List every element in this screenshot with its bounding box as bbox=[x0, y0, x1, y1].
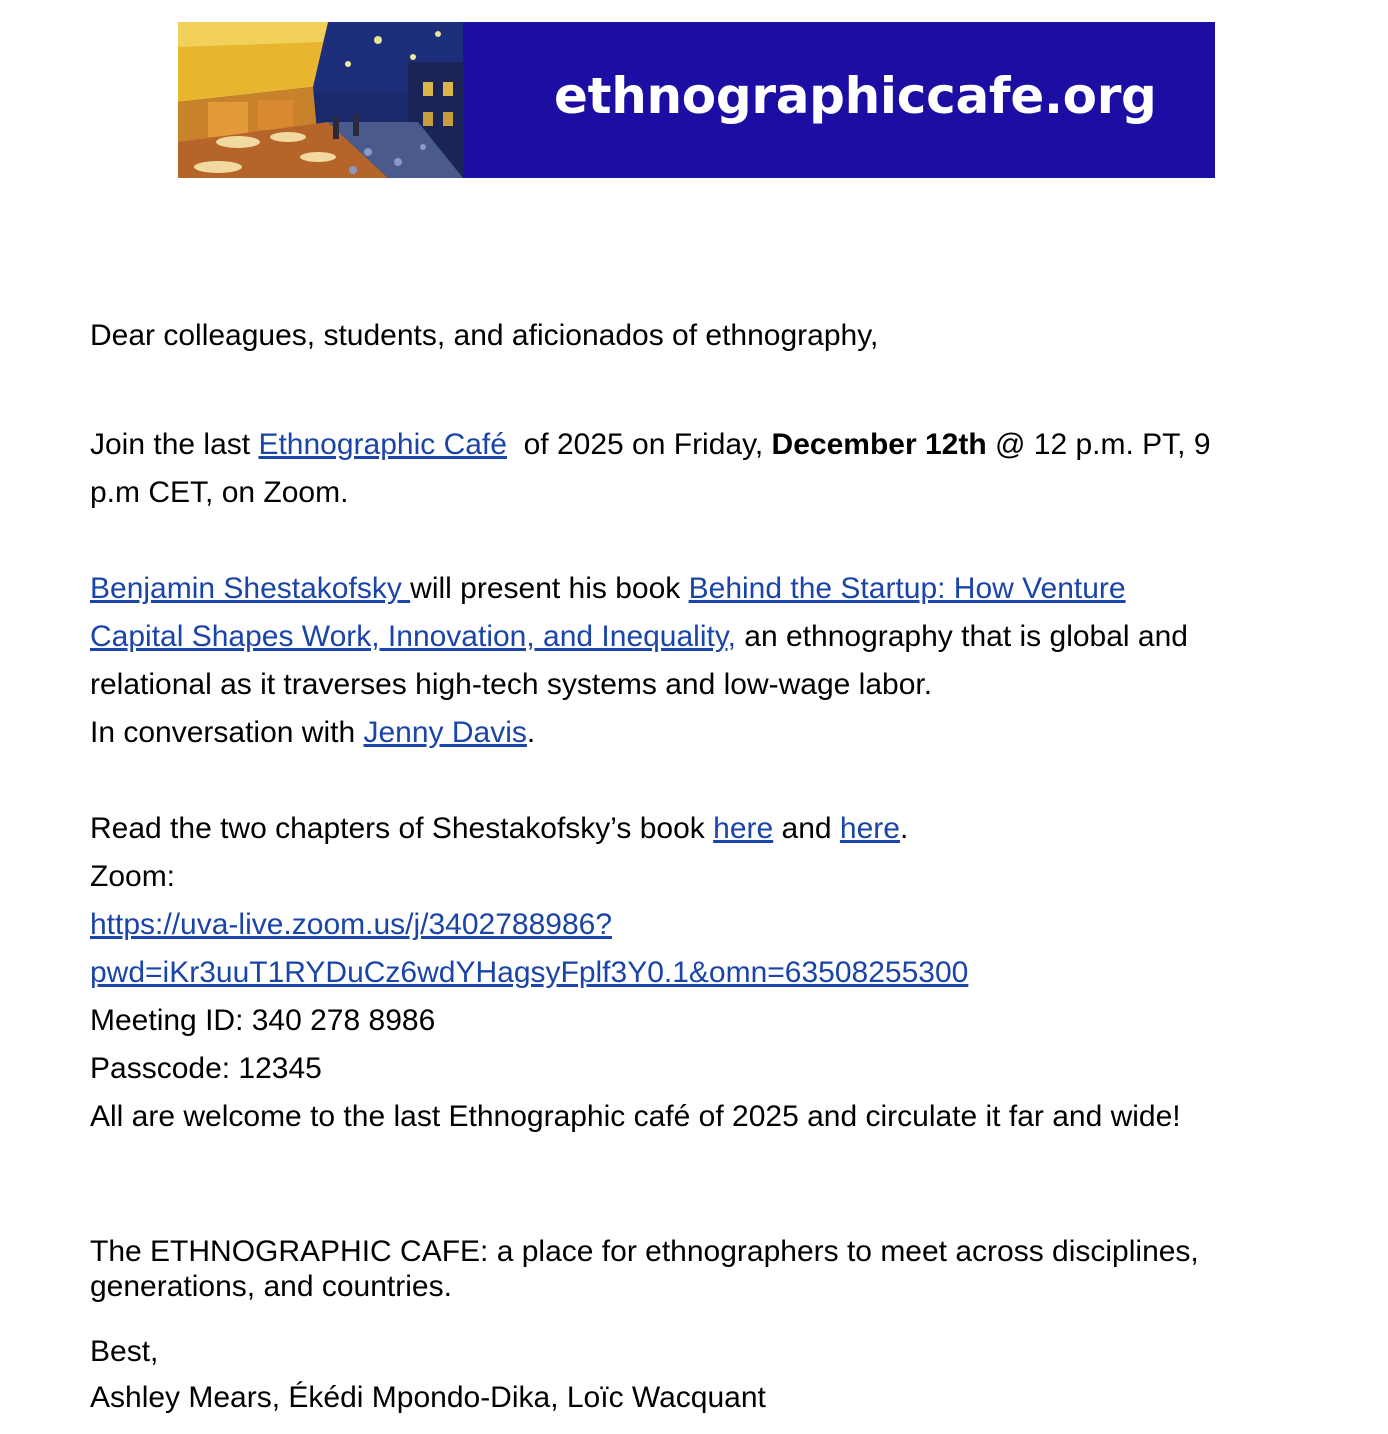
intro-line-2: p.m CET, on Zoom. bbox=[90, 476, 349, 509]
reading-middle: and bbox=[773, 812, 840, 845]
presentation-line-3: relational as it traverses high-tech systems and low-wage labor. bbox=[90, 668, 933, 701]
zoom-link-continued[interactable]: pwd=iKr3uuT1RYDuCz6wdYHagsyFplf3Y0.1&omn=63508255300 bbox=[90, 956, 969, 989]
site-name: ethnographiccafe.org bbox=[554, 67, 1157, 125]
presenter-link[interactable]: Benjamin Shestakofsky bbox=[90, 572, 411, 605]
chapter-1-link[interactable]: here bbox=[713, 812, 774, 845]
cafe-link[interactable]: Ethnographic Café bbox=[258, 428, 507, 461]
discussant-link[interactable]: Jenny Davis bbox=[363, 716, 527, 749]
presentation-text: will present his book bbox=[410, 572, 689, 605]
zoom-url-line-1 bbox=[90, 905, 612, 945]
passcode: Passcode: 12345 bbox=[90, 1052, 322, 1085]
greeting: Dear colleagues, students, and aficionados of ethnography, bbox=[90, 319, 879, 352]
signatures: Ashley Mears, Ékédi Mpondo-Dika, Loïc Wacquant bbox=[90, 1381, 766, 1414]
welcome-line: All are welcome to the last Ethnographic café of 2025 and circulate it far and wide! bbox=[90, 1100, 1181, 1133]
zoom-url-line-2 bbox=[90, 953, 968, 993]
chapter-2-link[interactable]: here bbox=[839, 812, 900, 845]
conversation-suffix: . bbox=[526, 716, 536, 749]
tagline-line-1: The ETHNOGRAPHIC CAFE: a place for ethnographers to meet across disciplines, bbox=[90, 1235, 1199, 1268]
header-banner bbox=[178, 22, 1215, 178]
intro-line-1 bbox=[90, 425, 1211, 465]
book-link-continued[interactable]: Capital Shapes Work, Innovation, and Inequality, bbox=[90, 620, 736, 653]
presentation-line-1 bbox=[90, 569, 1126, 609]
intro-prefix: Join the last bbox=[90, 428, 259, 461]
conversation-line bbox=[90, 713, 535, 753]
reading-prefix: Read the two chapters of Shestakofsky’s book bbox=[90, 812, 714, 845]
zoom-link[interactable]: https://uva-live.zoom.us/j/3402788986? bbox=[90, 908, 612, 941]
conversation-prefix: In conversation with bbox=[90, 716, 364, 749]
intro-middle: of 2025 on Friday, bbox=[506, 428, 772, 461]
reading-line bbox=[90, 809, 908, 849]
tagline-line-2: generations, and countries. bbox=[90, 1270, 452, 1303]
reading-suffix: . bbox=[899, 812, 909, 845]
presentation-line-2 bbox=[90, 617, 1188, 657]
book-link[interactable]: Behind the Startup: How Venture bbox=[688, 572, 1126, 605]
signoff: Best, bbox=[90, 1335, 159, 1368]
zoom-label: Zoom: bbox=[90, 860, 176, 893]
event-date: December 12th bbox=[771, 428, 987, 461]
cafe-terrace-painting bbox=[178, 22, 463, 178]
meeting-id: Meeting ID: 340 278 8986 bbox=[90, 1004, 436, 1037]
intro-time: @ 12 p.m. PT, 9 bbox=[986, 428, 1211, 461]
presentation-description: an ethnography that is global and bbox=[735, 620, 1188, 653]
